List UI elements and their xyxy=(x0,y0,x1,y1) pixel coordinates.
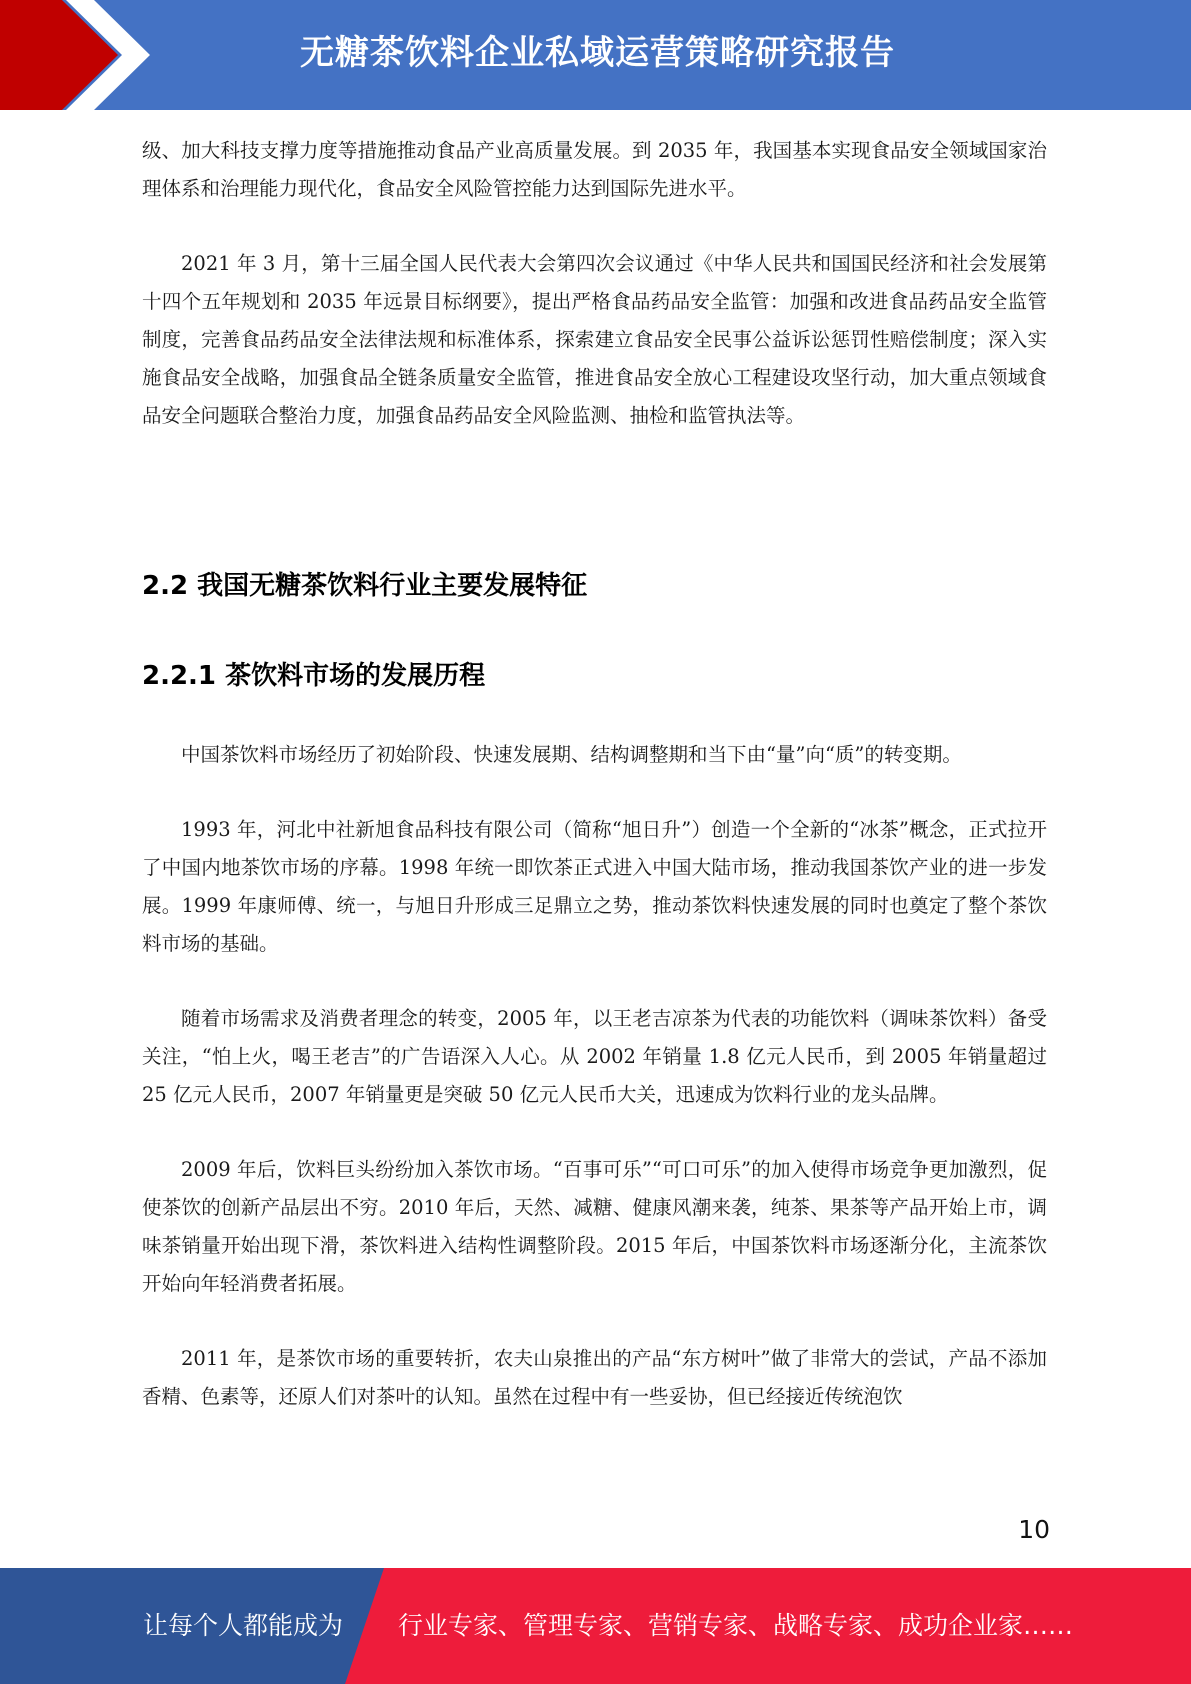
section-heading: 2.2 我国无糖茶饮料行业主要发展特征 xyxy=(142,571,588,601)
body-paragraph: 1993 年，河北中社新旭食品科技有限公司（简称“旭日升”）创造一个全新的“冰茶”概念，正式拉开了中国内地茶饮市场的序幕。1998 年统一即饮茶正式进入中国大陆市场，推动我国茶饮产业的进一步发展。1999 年康师傅、统一，与旭日升形成三足鼎立之势，推动茶饮料快速发展的同时也奠定了整个茶饮料市场的基础。 xyxy=(142,818,1047,955)
body-paragraph: 2009 年后，饮料巨头纷纷加入茶饮市场。“百事可乐”“可口可乐”的加入使得市场竞争更加激烈，促使茶饮的创新产品层出不穷。2010 年后，天然、减糖、健康风潮来袭，纯茶、果茶等产品开始上市，调味茶销量开始出现下滑，茶饮料进入结构性调整阶段。2015 年后，中国茶饮料市场逐渐分化，主流茶饮开始向年轻消费者拓展。 xyxy=(142,1158,1047,1295)
page-number: 10 xyxy=(1018,1515,1050,1544)
footer-slogan-left: 让每个人都能成为 xyxy=(143,1611,344,1640)
page-header xyxy=(0,0,1191,110)
header-title: 无糖茶饮料企业私域运营策略研究报告 xyxy=(300,33,895,73)
footer-slogan-right: 行业专家、管理专家、营销专家、战略专家、成功企业家…… xyxy=(398,1611,1074,1640)
body-paragraph: 级、加大科技支撑力度等措施推动食品产业高质量发展。到 2035 年，我国基本实现食品安全领域国家治理体系和治理能力现代化，食品安全风险管控能力达到国际先进水平。 xyxy=(142,139,1047,200)
body-paragraph: 2021 年 3 月，第十三届全国人民代表大会第四次会议通过《中华人民共和国国民经济和社会发展第十四个五年规划和 2035 年远景目标纲要》，提出严格食品药品安全监管：加强和改进食品药品安全监管制度，完善食品药品安全法律法规和标准体系，探索建立食品安全民事公益诉讼惩罚性赔偿制度；深入实施食品安全战略，加强食品全链条质量安全监管，推进食品安全放心工程建设攻坚行动，加大重点领域食品安全问题联合整治力度，加强食品药品安全风险监测、抽检和监管执法等。 xyxy=(142,252,1047,427)
subsection-heading: 2.2.1 茶饮料市场的发展历程 xyxy=(142,661,486,691)
body-paragraph: 2011 年，是茶饮市场的重要转折，农夫山泉推出的产品“东方树叶”做了非常大的尝试，产品不添加香精、色素等，还原人们对茶叶的认知。虽然在过程中有一些妥协，但已经接近传统泡饮 xyxy=(142,1347,1047,1408)
body-paragraph: 随着市场需求及消费者理念的转变，2005 年，以王老吉凉茶为代表的功能饮料（调味茶饮料）备受关注，“怕上火，喝王老吉”的广告语深入人心。从 2002 年销量 1.8 亿元人民币，到 2005 年销量超过 25 亿元人民币，2007 年销量更是突破 50 亿元人民币大关，迅速成为饮料行业的龙头品牌。 xyxy=(142,1007,1047,1106)
page-body xyxy=(142,132,1047,435)
page-footer xyxy=(0,1568,1191,1684)
body-paragraph: 中国茶饮料市场经历了初始阶段、快速发展期、结构调整期和当下由“量”向“质”的转变期。 xyxy=(181,743,962,766)
page-body-continued xyxy=(142,736,1047,1416)
